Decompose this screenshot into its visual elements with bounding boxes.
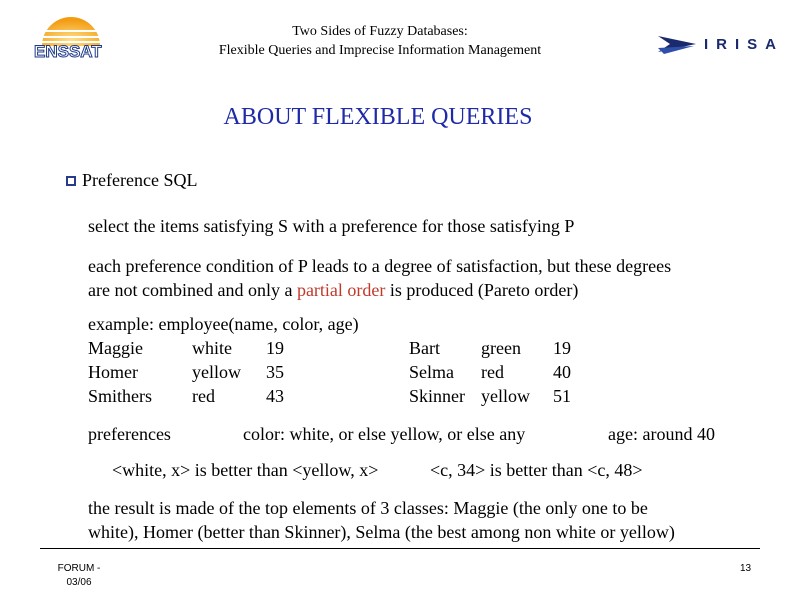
employee-color: yellow xyxy=(481,386,530,406)
table-row xyxy=(88,336,284,360)
employee-color: yellow xyxy=(192,362,241,382)
header-title-line1: Two Sides of Fuzzy Databases: xyxy=(292,24,468,39)
table-row xyxy=(409,360,571,384)
footer-label-line2: 03/06 xyxy=(66,577,92,588)
paragraph-preference xyxy=(88,254,671,302)
paragraph-preference-text: are not combined and only a xyxy=(88,280,297,300)
table-row xyxy=(88,384,284,408)
header-title-line2: Flexible Queries and Imprecise Information Management xyxy=(218,43,542,58)
paragraph-preference-line2 xyxy=(88,278,671,302)
result-line2: white), Homer (better than Skinner), Selma (the best among non white or yellow) xyxy=(88,522,675,542)
paragraph-preference-line1: each preference condition of P leads to a degree of satisfaction, but these degrees xyxy=(88,256,672,276)
bullet-item xyxy=(66,168,197,192)
employee-age: 19 xyxy=(266,338,284,358)
paragraph-select: select the items satisfying S with a preference for those satisfying P xyxy=(88,216,575,236)
partial-order-highlight: partial order xyxy=(296,280,386,300)
footer-divider xyxy=(40,548,760,549)
irisa-logo xyxy=(656,30,785,60)
employee-name: Bart xyxy=(409,338,440,358)
checkbox-bullet-icon xyxy=(66,176,76,186)
employee-age: 35 xyxy=(266,362,284,382)
preference-color: color: white, or else yellow, or else any xyxy=(243,424,526,444)
footer-label-line1: FORUM - xyxy=(57,563,101,574)
result-line1: the result is made of the top elements of 3 classes: Maggie (the only one to be xyxy=(88,498,648,518)
preference-age: age: around 40 xyxy=(608,424,715,444)
rule-age: <c, 34> is better than <c, 48> xyxy=(430,460,643,480)
table-row xyxy=(88,360,284,384)
employee-name: Maggie xyxy=(88,338,143,358)
table-row xyxy=(409,336,571,360)
employee-name: Homer xyxy=(88,362,138,382)
employee-color: white xyxy=(192,338,232,358)
employee-table-left xyxy=(88,336,284,408)
rule-color: <white, x> is better than <yellow, x> xyxy=(112,460,379,480)
employee-name: Skinner xyxy=(409,386,465,406)
footer-label xyxy=(52,562,106,590)
employee-color: red xyxy=(192,386,215,406)
preferences-label: preferences xyxy=(88,424,171,444)
employee-name: Smithers xyxy=(88,386,153,406)
employee-color: red xyxy=(481,362,504,382)
bullet-text: Preference SQL xyxy=(82,170,198,190)
employee-table-right xyxy=(409,336,571,408)
irisa-logo-text: IRISA xyxy=(704,36,785,53)
result-paragraph xyxy=(88,496,675,544)
employee-age: 51 xyxy=(553,386,571,406)
example-label: example: employee(name, color, age) xyxy=(88,314,359,334)
table-row xyxy=(409,384,571,408)
employee-age: 40 xyxy=(553,362,571,382)
employee-age: 19 xyxy=(553,338,571,358)
employee-name: Selma xyxy=(409,362,454,382)
header-title xyxy=(150,22,610,60)
employee-color: green xyxy=(481,338,521,358)
enssat-logo xyxy=(28,14,114,64)
page-number: 13 xyxy=(740,563,752,574)
employee-age: 43 xyxy=(266,386,284,406)
slide-title: ABOUT FLEXIBLE QUERIES xyxy=(223,104,533,130)
enssat-logo-text: ENSSAT xyxy=(34,42,102,61)
paragraph-preference-text-end: is produced (Pareto order) xyxy=(385,280,579,300)
